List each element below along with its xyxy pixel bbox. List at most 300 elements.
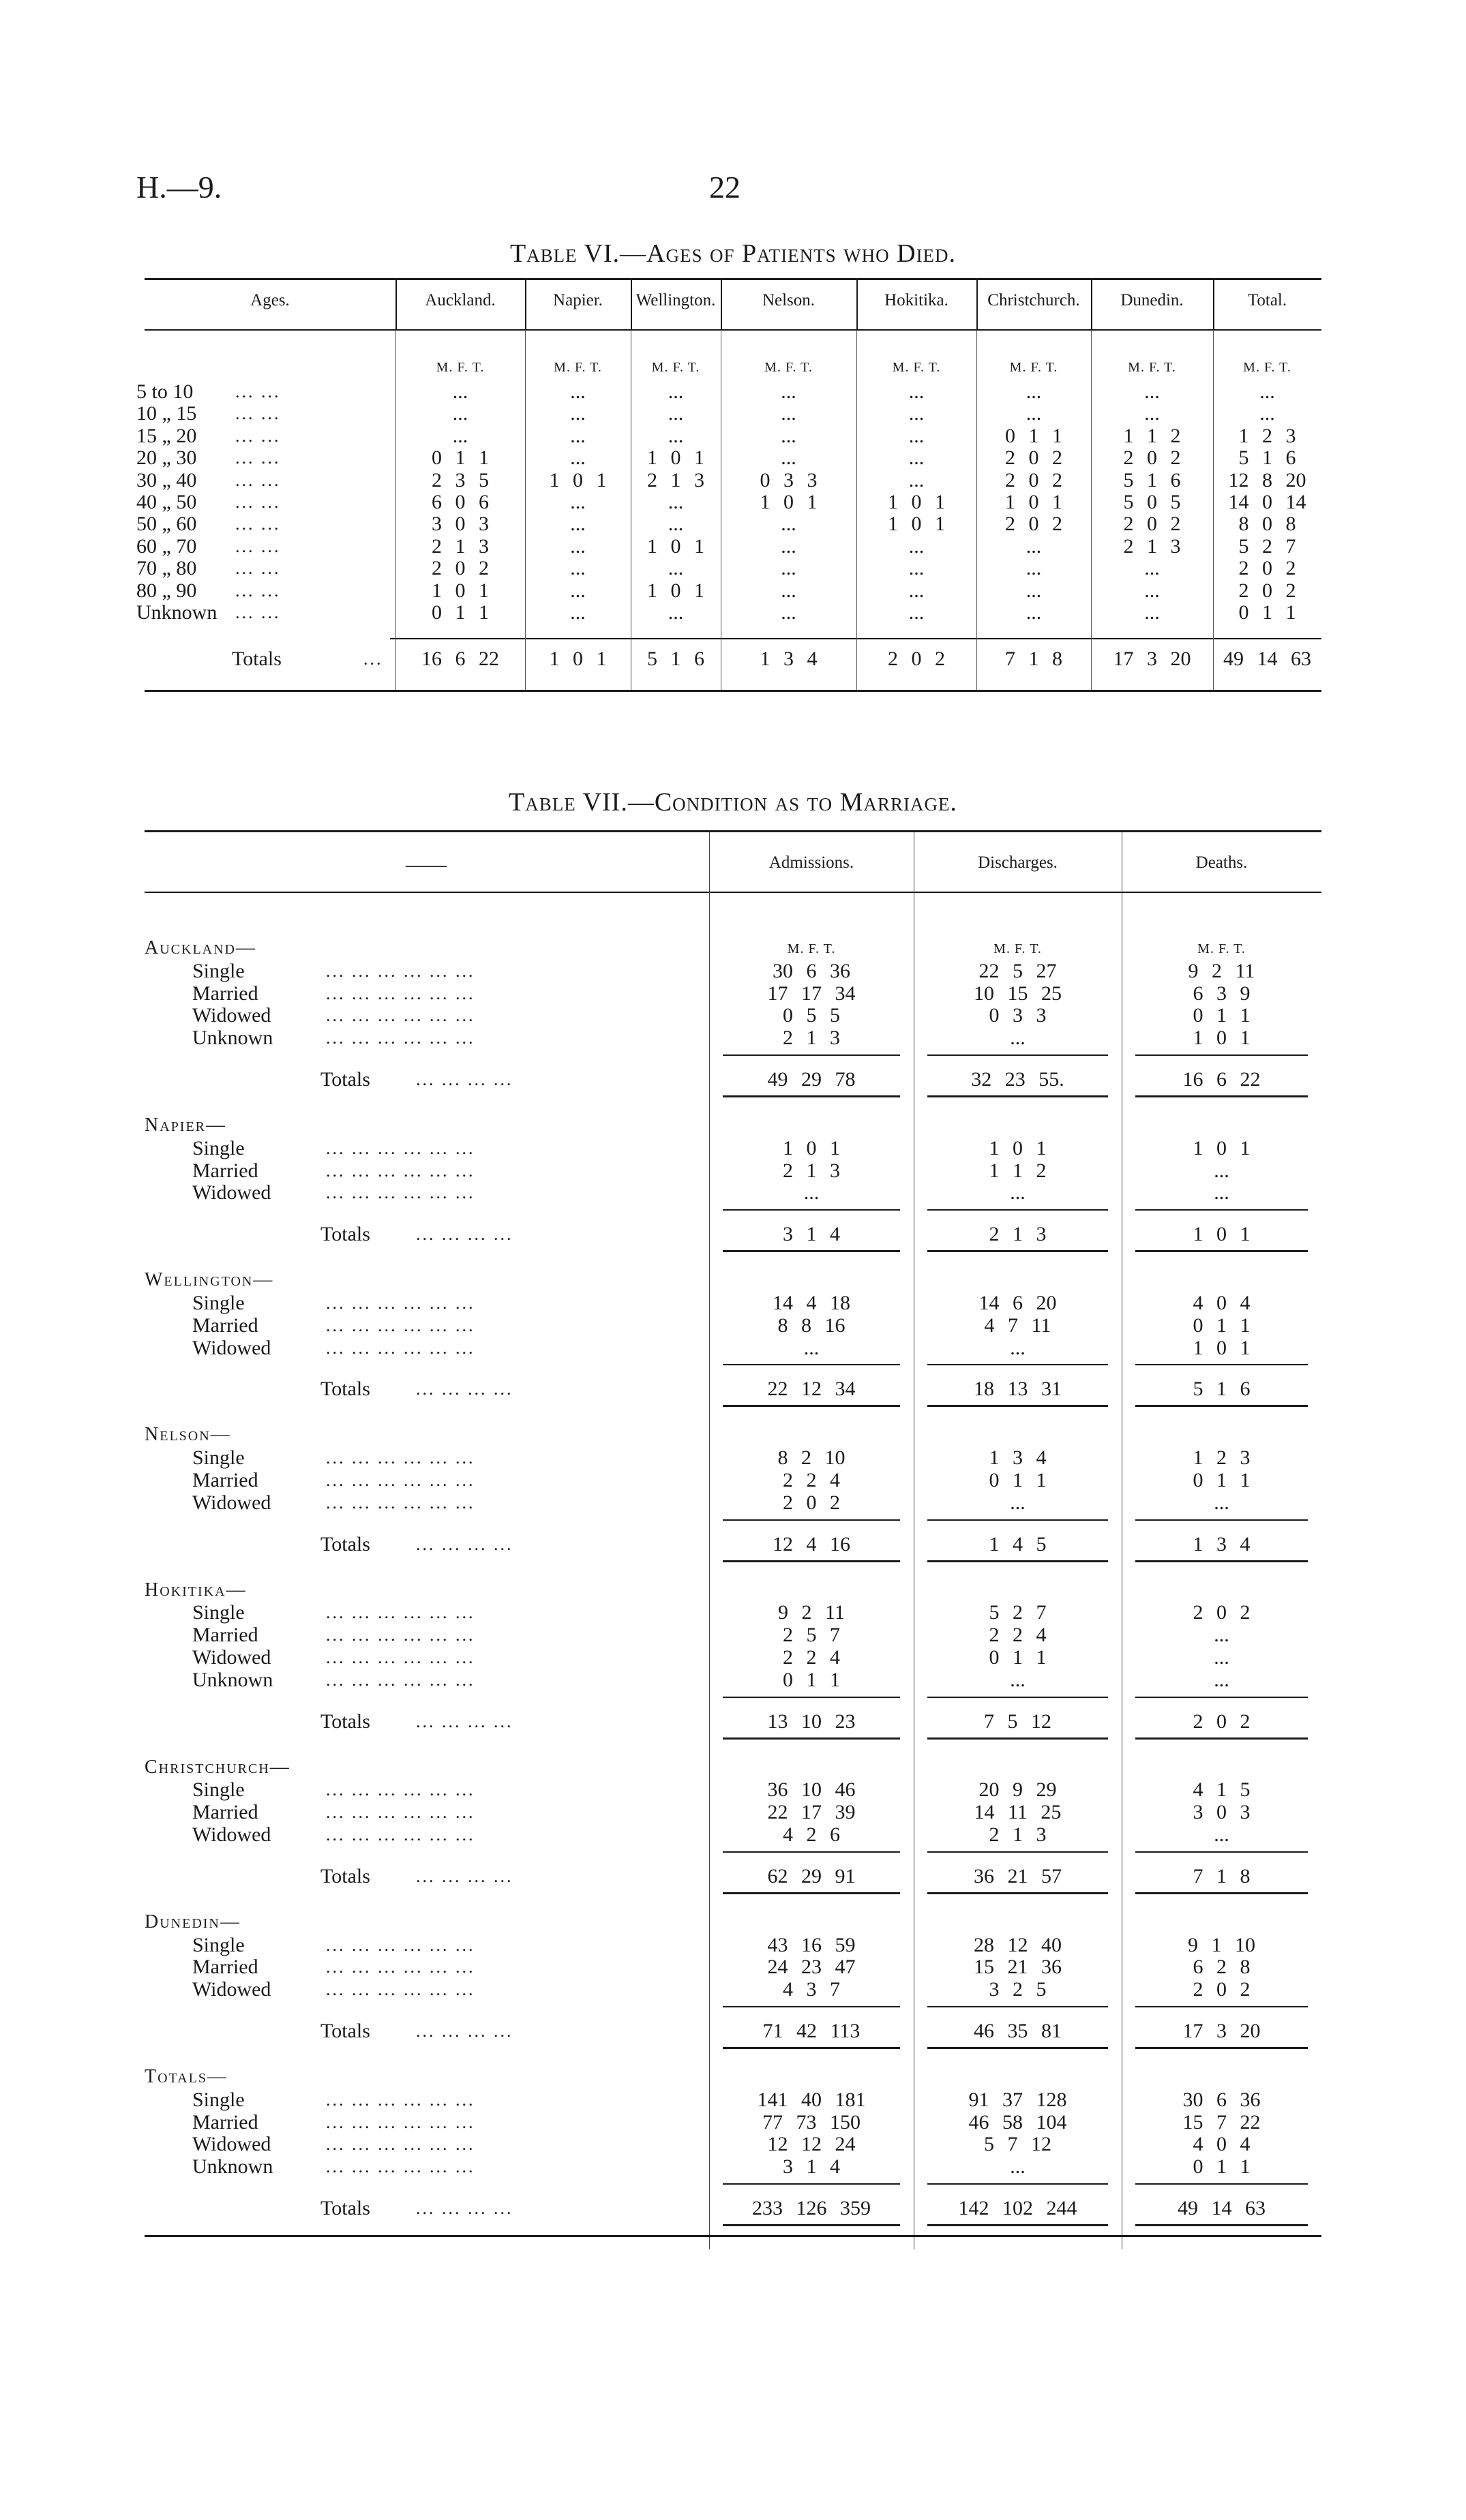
table6-subheader: M. F. T. (892, 360, 941, 375)
table6-cell: ... (1026, 557, 1042, 580)
table7-cell: 1 0 1 (989, 1136, 1047, 1159)
table7-total-rule (1135, 1892, 1308, 1894)
table7-leader-dots: ... ... ... ... ... ... (326, 960, 475, 981)
table6-cell: 6 0 6 (432, 491, 489, 513)
table6-cell: 2 0 2 (1238, 579, 1296, 602)
table7-cell: 3 2 5 (989, 1978, 1047, 2001)
table7-cell: 1 0 1 (783, 1136, 840, 1159)
table6-cell: ... (668, 513, 684, 536)
table7-row-label: Widowed (192, 1336, 271, 1359)
table7-subtotal-rule (927, 1519, 1108, 1521)
table7-cell: 5 7 12 (984, 2133, 1051, 2156)
table6-totals-rule (390, 638, 1321, 639)
table6-top-rule (145, 278, 1321, 280)
table6-cell: 2 0 2 (1123, 446, 1181, 470)
table7-cell: ... (1010, 1027, 1026, 1050)
table6-cell: ... (908, 468, 925, 491)
table7-col-header: Deaths. (1195, 853, 1248, 872)
table6-cell: 2 1 3 (432, 534, 489, 558)
table6-header-rule (145, 329, 1321, 331)
table7-cell: 3 1 4 (783, 2155, 840, 2179)
table6-cell: 1 0 1 (647, 534, 704, 558)
table7-row-label: Single (192, 1601, 245, 1624)
table6-cell: 2 1 3 (647, 468, 704, 491)
table6-cell: 0 1 1 (432, 446, 489, 470)
table7-leader-dots: ... ... ... ... ... ... (326, 1648, 475, 1667)
table7-row-label: Single (192, 2088, 245, 2111)
table6-cell: 1 0 1 (1005, 491, 1062, 513)
table7-cell: 3 0 3 (1193, 1801, 1251, 1824)
table7-row-label: Married (192, 1314, 258, 1337)
table6-cell: ... (570, 513, 586, 536)
table7-cell: 14 11 25 (974, 1801, 1062, 1824)
table7-section-title: Totals— (145, 2066, 228, 2087)
table6-age-label: 30 „ 40 (136, 468, 197, 491)
table7-cell: 15 7 22 (1182, 2110, 1261, 2134)
table6-cell: 2 0 2 (1005, 468, 1062, 491)
table7-leader-dots: ... ... ... ... ... ... (326, 1979, 475, 2000)
table7-totals-label: Totals (320, 2020, 370, 2042)
table7-subheader: M. F. T. (787, 941, 836, 956)
table7-title: Table VII.—Condition as to Marriage. (509, 788, 957, 817)
table7-leader-dots: ... ... ... ... ... ... (326, 1669, 475, 1690)
table6-cell: 0 1 1 (1238, 601, 1296, 624)
table7-section-title: Napier— (145, 1114, 227, 1136)
table6-total-cell: 1 0 1 (549, 648, 607, 670)
table6-cell: ... (570, 380, 586, 403)
table6-subheader: M. F. T. (554, 360, 602, 375)
table7-cell: 91 37 128 (968, 2088, 1067, 2111)
table7-leader-dots: ... ... ... ... (416, 1069, 513, 1089)
table7-leader-dots: ... ... ... ... ... ... (326, 1802, 475, 1823)
table7-cell: 15 21 36 (974, 1956, 1062, 1979)
table6-cell: ... (781, 601, 796, 624)
table7-leader-dots: ... ... ... ... (416, 1224, 513, 1245)
table7-cell: 9 2 11 (778, 1601, 845, 1624)
table7-subtotal-rule (1135, 1851, 1308, 1853)
table7-total-cell: 22 12 34 (767, 1378, 856, 1401)
table7-row-label: Single (192, 1292, 245, 1314)
table6-cell: 2 0 2 (432, 557, 489, 580)
table7-subtotal-rule (927, 1054, 1108, 1056)
table6-bottom-rule (145, 690, 1321, 692)
table6-col-header: Christchurch. (987, 291, 1080, 309)
table7-leader-dots: ... ... ... ... ... ... (326, 2112, 475, 2132)
table7-cell: 0 1 1 (1193, 1314, 1251, 1337)
table7-cell: 0 1 1 (1193, 2155, 1251, 2179)
table6-cell: ... (781, 402, 796, 425)
table7-cell: ... (1214, 1181, 1229, 1204)
table7-subtotal-rule (927, 1364, 1108, 1365)
table6-ages-header: Ages. (250, 291, 290, 309)
table7-cell: 2 0 2 (1193, 1601, 1251, 1624)
table6-cell: ... (1144, 579, 1160, 602)
table7-total-rule (723, 2047, 900, 2049)
table7-cell: 2 2 4 (783, 1646, 840, 1669)
table7-cell: 0 1 1 (1193, 1469, 1251, 1491)
table7-total-cell: 49 29 78 (767, 1068, 856, 1091)
table6-cell: ... (668, 402, 684, 425)
table7-row-label: Unknown (192, 1668, 273, 1691)
table6-cell: 0 1 1 (432, 601, 489, 624)
table7-cell: 8 8 16 (777, 1314, 846, 1337)
table7-cell: 2 1 3 (783, 1159, 840, 1182)
table6-cell: ... (908, 446, 925, 470)
table7-total-rule (927, 1405, 1108, 1407)
table7-cell: 2 2 4 (783, 1469, 840, 1491)
table6-cell: ... (908, 424, 925, 447)
table7-cell: 6 3 9 (1193, 982, 1251, 1005)
table7-section-title: Christchurch— (145, 1756, 290, 1778)
table7-row-label: Married (192, 1801, 258, 1824)
table6-leader-dots: ... ... (235, 425, 281, 446)
table6-cell: 0 3 3 (760, 468, 818, 491)
table7-subtotal-rule (723, 1209, 900, 1211)
table7-subtotal-rule (723, 1364, 900, 1365)
table7-cell: 1 1 2 (989, 1159, 1047, 1182)
table7-leader-dots: ... ... ... ... ... ... (326, 1470, 475, 1490)
table6-leader-dots: ... ... (235, 404, 281, 424)
table6-cell: ... (908, 601, 925, 624)
table7-total-cell: 12 4 16 (773, 1532, 850, 1555)
table6-age-label: 50 „ 60 (136, 513, 197, 536)
table6-cell: ... (781, 424, 796, 447)
table6-cell: ... (668, 557, 684, 580)
table6-cell: 2 0 2 (1238, 557, 1296, 580)
table6-cell: 2 0 2 (1005, 513, 1062, 536)
table6-cell: ... (1144, 402, 1160, 425)
table6-cell: ... (781, 380, 796, 403)
table6-cell: ... (781, 513, 796, 536)
table6-col-header: Napier. (553, 291, 603, 309)
table7-total-cell: 16 6 22 (1182, 1068, 1261, 1091)
table6-cell: ... (908, 557, 925, 580)
table7-bottom-rule (145, 2235, 1321, 2237)
table7-cell: 0 1 1 (1193, 1004, 1251, 1027)
table7-leader-dots: ... ... ... ... ... ... (326, 1625, 475, 1645)
table7-leader-dots: ... ... ... ... ... ... (326, 1138, 475, 1158)
table6-total-cell: 16 6 22 (421, 648, 499, 670)
table6-subheader: M. F. T. (436, 360, 485, 375)
table7-total-cell: 3 1 4 (783, 1223, 840, 1246)
table7-subtotal-rule (1135, 1519, 1308, 1521)
table6-age-label: 60 „ 70 (136, 534, 197, 558)
table7-cell: 0 5 5 (783, 1004, 840, 1027)
table6-cell: 1 0 1 (432, 579, 489, 602)
table7-col-header: Discharges. (978, 853, 1058, 872)
table6-total-cell: 7 1 8 (1005, 648, 1062, 670)
table6-totals-label: Totals (232, 648, 282, 670)
table7-cell: 36 10 46 (767, 1778, 856, 1802)
table7-leader-dots: ... ... ... ... (416, 2198, 513, 2218)
table7-leader-dots: ... ... ... ... ... ... (326, 1780, 475, 1800)
table7-cell: 30 6 36 (1182, 2088, 1261, 2111)
table7-subtotal-rule (927, 1209, 1108, 1211)
table7-total-rule (723, 1560, 900, 1562)
table6-cell: 3 0 3 (432, 513, 489, 536)
table7-cell: 14 4 18 (773, 1292, 850, 1314)
table7-leader-dots: ... ... ... ... ... ... (326, 1337, 475, 1358)
table6-leader-dots: ... ... (235, 536, 281, 556)
table7-leader-dots: ... ... ... ... ... ... (326, 1492, 475, 1513)
table7-total-cell: 13 10 23 (767, 1710, 856, 1733)
table7-subtotal-rule (723, 1519, 900, 1521)
table6-age-label: 20 „ 30 (136, 446, 197, 470)
table6-cell: 12 8 20 (1228, 468, 1306, 491)
table7-cell: 28 12 40 (974, 1933, 1062, 1956)
table6-total-cell: 17 3 20 (1113, 648, 1191, 670)
table7-row-label: Single (192, 959, 245, 982)
table7-total-cell: 32 23 55. (971, 1068, 1064, 1091)
table7-total-cell: 7 1 8 (1193, 1864, 1251, 1887)
table6-cell: 1 0 1 (888, 513, 945, 536)
table7-totals-label: Totals (320, 1710, 370, 1733)
table7-cell: ... (1010, 1181, 1026, 1204)
table7-section-title: Nelson— (145, 1424, 231, 1446)
table7-cell: 4 3 7 (783, 1978, 840, 2001)
table7-cell: 4 0 4 (1193, 2133, 1251, 2156)
table7-row-label: Widowed (192, 1491, 271, 1514)
table7-cell: 4 0 4 (1193, 1292, 1251, 1314)
table7-cell: 77 73 150 (762, 2110, 861, 2134)
table6-cell: ... (908, 579, 925, 602)
table7-total-rule (1135, 1250, 1308, 1252)
table6-cell: ... (668, 601, 684, 624)
table6-cell: ... (908, 402, 925, 425)
table7-totals-label: Totals (320, 1223, 370, 1246)
table7-section-title: Hokitika— (145, 1579, 247, 1600)
table7-section-title: Wellington— (145, 1269, 274, 1291)
table7-leader-dots: ... ... ... ... ... ... (326, 1028, 475, 1048)
table7-subtotal-rule (723, 1851, 900, 1853)
table7-cell: ... (803, 1336, 820, 1359)
table6-cell: 2 0 2 (1123, 513, 1181, 536)
table7-total-rule (1135, 2224, 1308, 2226)
table7-row-label: Widowed (192, 1004, 271, 1027)
table7-total-cell: 62 29 91 (767, 1864, 856, 1887)
table7-total-rule (723, 2224, 900, 2226)
table7-subtotal-rule (723, 2006, 900, 2007)
table6-cell: 1 0 1 (888, 491, 945, 513)
table7-total-cell: 36 21 57 (974, 1864, 1062, 1887)
table6-cell: ... (1259, 402, 1275, 425)
table7-cell: 10 15 25 (974, 982, 1062, 1005)
table7-total-rule (723, 1095, 900, 1097)
table7-cell: 1 0 1 (1193, 1336, 1251, 1359)
table7-leader-dots: ... ... ... ... ... ... (326, 1315, 475, 1335)
table6-age-label: 15 „ 20 (136, 424, 197, 447)
table7-total-cell: 2 0 2 (1193, 1710, 1251, 1733)
table7-leader-dots: ... ... ... ... ... ... (326, 983, 475, 1003)
table7-total-rule (927, 2047, 1108, 2049)
table7-row-label: Single (192, 1933, 245, 1956)
table7-cell: ... (1010, 1336, 1026, 1359)
table7-row-label: Widowed (192, 1646, 271, 1669)
table6-cell: ... (570, 424, 586, 447)
table6-leader-dots: ... ... (235, 603, 281, 622)
table6-col-header: Dunedin. (1120, 291, 1184, 309)
table6-subheader: M. F. T. (1009, 360, 1058, 375)
table7-row-label: Widowed (192, 1978, 271, 2001)
table7-subtotal-rule (1135, 1364, 1308, 1365)
table6-cell: ... (570, 557, 586, 580)
table7-row-label: Single (192, 1446, 245, 1470)
table7-cell: 24 23 47 (767, 1956, 856, 1979)
table6-cell: ... (570, 601, 586, 624)
table7-cell: 2 1 3 (783, 1027, 840, 1050)
table6-cell: 5 1 6 (1123, 468, 1181, 491)
table7-subtotal-rule (1135, 1054, 1308, 1056)
table6-cell: ... (452, 424, 468, 447)
table7-cell: 14 6 20 (978, 1292, 1057, 1314)
table7-row-label: Married (192, 1624, 258, 1647)
table7-leader-dots: ... ... ... ... ... ... (326, 1934, 475, 1955)
table7-cell: 6 2 8 (1193, 1956, 1251, 1979)
table6-age-label: 80 „ 90 (136, 579, 197, 602)
table7-leader-dots: ... ... ... ... (416, 1534, 513, 1554)
table6-cell: 2 1 3 (1123, 534, 1181, 558)
table6-cell: 1 0 1 (549, 468, 607, 491)
table7-cell: 1 2 3 (1193, 1446, 1251, 1470)
table7-subtotal-rule (1135, 1209, 1308, 1211)
table7-leader-dots: ... ... ... ... ... ... (326, 1603, 475, 1623)
table7-cell: 9 1 10 (1188, 1933, 1255, 1956)
table6-total-cell: 1 3 4 (760, 648, 818, 670)
table7-cell: 0 1 1 (989, 1469, 1047, 1491)
table7-total-rule (927, 1560, 1108, 1562)
table6-leader-dots: ... ... (235, 448, 281, 468)
table7-leader-dots: ... ... ... ... ... ... (326, 2157, 475, 2177)
table6-cell: ... (781, 579, 796, 602)
table7-cell: 2 5 7 (783, 1624, 840, 1647)
table7-leader-dots: ... ... ... ... ... ... (326, 1957, 475, 1977)
table7-row-label: Unknown (192, 1027, 273, 1050)
table7-total-cell: 7 5 12 (984, 1710, 1051, 1733)
table6-cell: 8 0 8 (1238, 513, 1296, 536)
table7-cell: ... (1010, 1668, 1026, 1691)
table7-cell: 22 17 39 (767, 1801, 856, 1824)
table6-cell: ... (1026, 601, 1042, 624)
table6-cell: ... (452, 402, 468, 425)
table6-subheader: M. F. T. (1243, 360, 1291, 375)
table6-cell: ... (781, 534, 796, 558)
table7-total-rule (723, 1405, 900, 1407)
table6-cell: ... (570, 402, 586, 425)
table6-cell: ... (1144, 601, 1160, 624)
table7-totals-label: Totals (320, 1068, 370, 1091)
table6-cell: ... (668, 491, 684, 513)
table7-cell: 22 5 27 (978, 959, 1057, 982)
table7-leader-dots: ... ... ... ... ... ... (326, 1448, 475, 1468)
table7-total-cell: 2 1 3 (989, 1223, 1047, 1246)
table6-col-header: Total. (1247, 291, 1287, 309)
table7-row-label: Married (192, 982, 258, 1005)
table6-cell: 5 0 5 (1123, 491, 1181, 513)
table6-leader-dots: ... ... (235, 558, 281, 579)
table6-total-cell: 2 0 2 (888, 648, 945, 670)
table7-cell: 2 0 2 (1193, 1978, 1251, 2001)
table7-total-rule (927, 1892, 1108, 1894)
table6-subheader: M. F. T. (1128, 360, 1176, 375)
table6-cell: ... (1026, 402, 1042, 425)
table7-leader-dots: ... ... ... ... ... ... (326, 1160, 475, 1181)
table7-cell: 43 16 59 (767, 1933, 856, 1956)
table7-cell: 20 9 29 (978, 1778, 1057, 1802)
table7-total-rule (1135, 1560, 1308, 1562)
table6-cell: ... (908, 534, 925, 558)
table7-leader-dots: ... ... ... ... (416, 1711, 513, 1731)
table7-total-cell: 17 3 20 (1182, 2020, 1261, 2042)
table6-cell: 2 0 2 (1005, 446, 1062, 470)
table7-totals-label: Totals (320, 2197, 370, 2219)
table7-total-rule (723, 1737, 900, 1740)
table6-col-header: Auckland. (425, 291, 496, 309)
table7-total-cell: 1 3 4 (1193, 1532, 1251, 1555)
table7-row-label: Unknown (192, 2155, 273, 2179)
table6-cell: 1 0 1 (760, 491, 818, 513)
table7-leader-dots: ... ... ... ... (416, 1866, 513, 1886)
table7-total-rule (927, 1737, 1108, 1740)
table7-section-title: Auckland— (145, 937, 256, 958)
table7-totals-label: Totals (320, 1864, 370, 1887)
table6-age-label: 70 „ 80 (136, 557, 197, 580)
table7-total-cell: 71 42 113 (762, 2020, 861, 2042)
table6-cell: ... (1026, 380, 1042, 403)
table6-cell: ... (908, 380, 925, 403)
table6-cell: ... (1026, 534, 1042, 558)
table7-cell: 141 40 181 (757, 2088, 866, 2111)
table7-row-label: Single (192, 1136, 245, 1159)
table7-row-label: Married (192, 2110, 258, 2134)
table7-total-cell: 18 13 31 (974, 1378, 1062, 1401)
table7-leader-dots: ... ... ... ... ... ... (326, 1825, 475, 1845)
table7-total-rule (927, 1095, 1108, 1097)
table6-leader-dots: ... (363, 649, 383, 669)
table6-leader-dots: ... ... (235, 514, 281, 534)
table7-total-rule (723, 1892, 900, 1894)
table7-cell: 4 2 6 (783, 1823, 840, 1846)
table7-top-rule (145, 830, 1321, 832)
table7-subtotal-rule (723, 2183, 900, 2185)
table7-leader-dots: ... ... ... ... ... ... (326, 1005, 475, 1026)
table6-leader-dots: ... ... (235, 492, 281, 512)
table7-section-title: Dunedin— (145, 1911, 241, 1932)
table7-cell: ... (803, 1181, 820, 1204)
table6-col-header: Hokitika. (884, 291, 948, 309)
table7-leader-dots: ... ... ... ... ... ... (326, 2134, 475, 2155)
table7-subheader: M. F. T. (993, 941, 1042, 956)
table7-cell: 4 7 11 (984, 1314, 1051, 1337)
table6-cell: ... (570, 579, 586, 602)
table7-row-label: Widowed (192, 1823, 271, 1846)
table6-age-label: 40 „ 50 (136, 491, 197, 513)
table6-cell: 5 1 6 (1238, 446, 1296, 470)
table6-cell: ... (1144, 557, 1160, 580)
table6-subheader: M. F. T. (764, 360, 813, 375)
table6-title: Table VI.—Ages of Patients who Died. (509, 239, 957, 268)
table7-col-header: Admissions. (768, 853, 854, 872)
table7-cell: 30 6 36 (773, 959, 850, 982)
table7-cell: 0 3 3 (989, 1004, 1047, 1027)
table6-cell: 1 0 1 (647, 579, 704, 602)
table6-cell: 1 2 3 (1238, 424, 1296, 447)
table7-row-label: Single (192, 1778, 245, 1802)
table7-subtotal-rule (1135, 2183, 1308, 2185)
table7-total-cell: 5 1 6 (1193, 1378, 1251, 1401)
table7-subtotal-rule (1135, 2006, 1308, 2007)
table6-leader-dots: ... ... (235, 382, 281, 401)
table7-cell: ... (1214, 1668, 1229, 1691)
